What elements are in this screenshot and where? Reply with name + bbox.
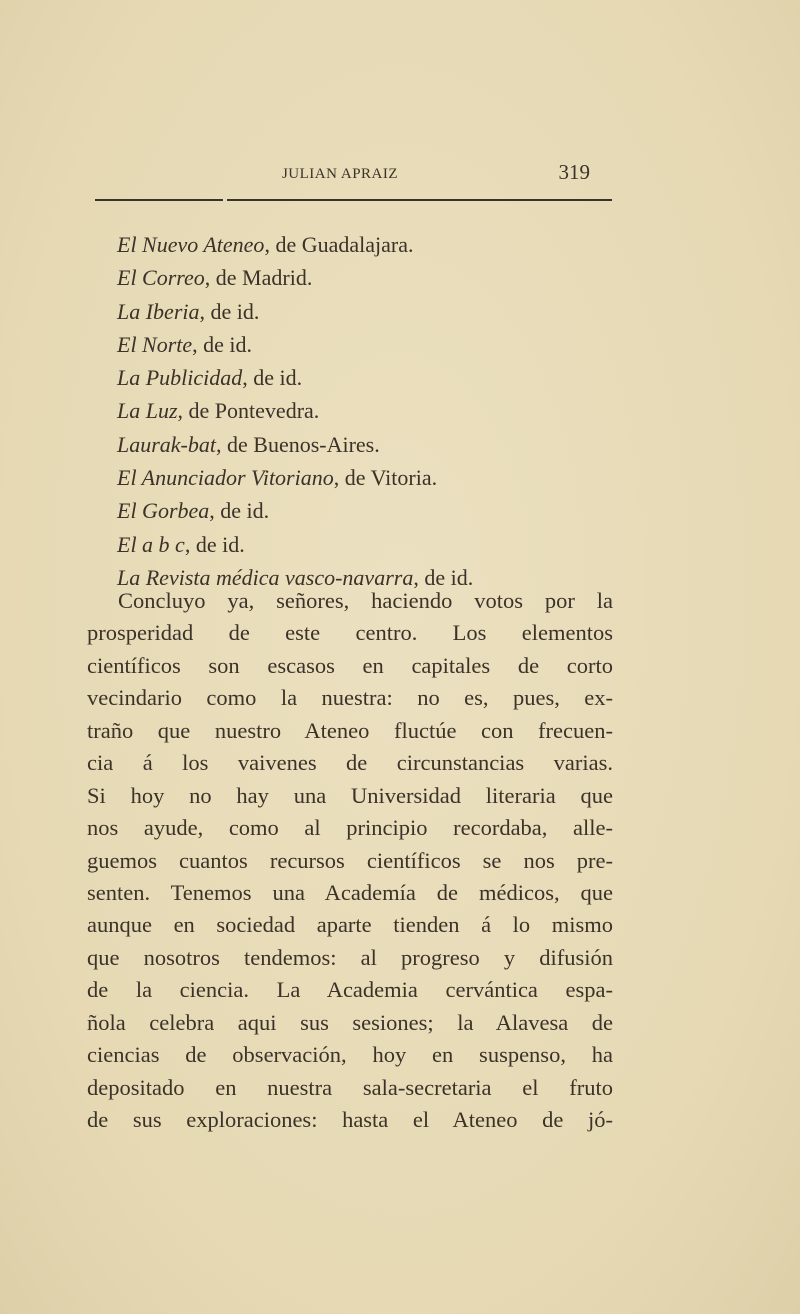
list-item xyxy=(117,461,473,494)
periodical-location: , de id. xyxy=(209,498,270,524)
text-line: nos ayude, como al principio recordaba, alle- xyxy=(87,815,613,841)
periodical-title: La Iberia xyxy=(117,298,200,324)
list-item xyxy=(117,528,473,561)
text-line: vecindario como la nuestra: no es, pues, ex- xyxy=(87,685,613,711)
body-paragraph xyxy=(87,585,613,1136)
periodical-location: , de id. xyxy=(242,365,303,391)
periodical-title: El Norte xyxy=(117,331,193,357)
text-line: cia á los vaivenes de circunstancias varias. xyxy=(87,750,613,776)
periodical-location: , de id. xyxy=(192,331,253,357)
text-line: científicos son escasos en capitales de corto xyxy=(87,652,613,678)
periodical-title: La Publicidad xyxy=(117,365,243,391)
text-line: depositado en nuestra sala-secretaria el fruto xyxy=(87,1074,613,1100)
periodical-location: , de Vitoria. xyxy=(333,465,438,491)
periodical-title: El a b c xyxy=(117,531,185,557)
periodical-location: , de Guadalajara. xyxy=(264,232,414,257)
periodical-title: La Revista médica vasco-navarra xyxy=(117,564,414,590)
periodical-title: El Nuevo Ateneo xyxy=(117,232,265,257)
periodical-list xyxy=(117,228,473,594)
periodical-title: El Anunciador Vitoriano xyxy=(117,465,334,491)
list-item xyxy=(117,295,473,328)
text-line: aunque en sociedad aparte tienden á lo mismo xyxy=(87,912,613,938)
list-item xyxy=(117,361,473,394)
text-line: que nosotros tendemos: al progreso y difusión xyxy=(87,944,613,970)
periodical-location: , de id. xyxy=(413,564,474,590)
periodical-location: , de Buenos-Aires. xyxy=(216,431,380,457)
page-number: 319 xyxy=(558,160,590,184)
text-line: Concluyo ya, señores, haciendo votos por la xyxy=(118,588,613,613)
header-rule-right xyxy=(227,199,612,201)
periodical-title: El Gorbea xyxy=(117,498,210,524)
periodical-title: La Luz xyxy=(117,398,178,424)
list-item xyxy=(117,494,473,527)
periodical-location: , de Madrid. xyxy=(204,265,313,291)
running-head xyxy=(95,160,612,186)
list-item xyxy=(117,428,473,461)
periodical-title: Laurak-bat xyxy=(117,431,216,457)
running-head-author: JULIAN APRAIZ xyxy=(281,166,399,182)
text-line: traño que nuestro Ateneo fluctúe con frecuen- xyxy=(87,717,613,743)
text-line: prosperidad de este centro. Los elementos xyxy=(87,620,613,646)
text-line: de sus exploraciones: hasta el Ateneo de jó- xyxy=(87,1107,613,1132)
text-line: Si hoy no hay una Universidad literaria que xyxy=(87,782,613,808)
text-line: guemos cuantos recursos científicos se nos pre- xyxy=(87,847,613,873)
text-line: ñola celebra aqui sus sesiones; la Alavesa de xyxy=(87,1009,613,1035)
text-line: ciencias de observación, hoy en suspenso, ha xyxy=(87,1042,613,1068)
text-line: senten. Tenemos una Academía de médicos, que xyxy=(87,879,613,905)
periodical-location: , de id. xyxy=(199,298,260,324)
periodical-location: , de Pontevedra. xyxy=(177,398,320,424)
list-item xyxy=(117,261,473,294)
header-rule-left xyxy=(95,199,223,201)
list-item xyxy=(117,328,473,361)
text-line: de la ciencia. La Academia cervántica espa- xyxy=(87,977,613,1003)
periodical-title: El Correo xyxy=(117,265,205,291)
periodical-location: , de id. xyxy=(184,531,245,557)
list-item xyxy=(117,394,473,427)
list-item xyxy=(117,228,473,261)
